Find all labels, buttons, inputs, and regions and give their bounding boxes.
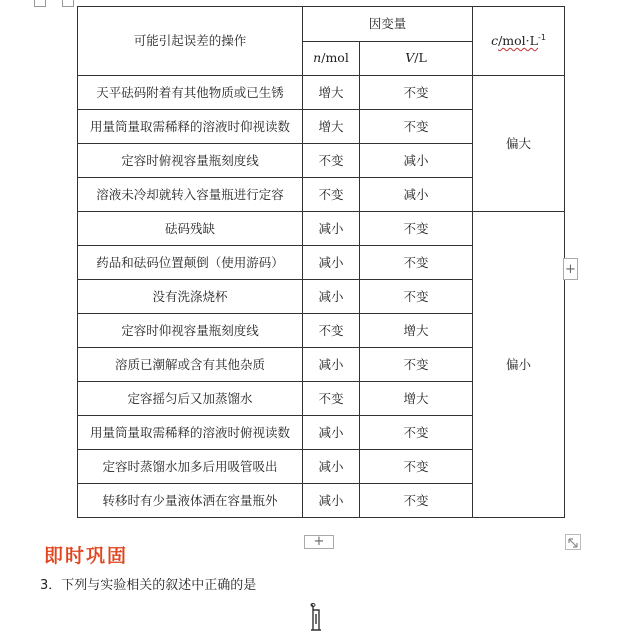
row-n: 不变 [303, 144, 360, 178]
row-v: 不变 [360, 450, 473, 484]
table-row [78, 76, 565, 110]
row-n: 减小 [303, 416, 360, 450]
row-v: 不变 [360, 348, 473, 382]
table-row [78, 212, 565, 246]
row-operation: 天平砝码附着有其他物质或已生锈 [78, 76, 303, 110]
row-n: 增大 [303, 110, 360, 144]
v-symbol: V [405, 50, 415, 66]
row-n: 不变 [303, 382, 360, 416]
row-n: 减小 [303, 348, 360, 382]
row-n: 不变 [303, 314, 360, 348]
row-v: 不变 [360, 484, 473, 518]
row-operation: 没有洗涤烧杯 [78, 280, 303, 314]
question-text: 3．下列与实验相关的叙述中正确的是 [40, 578, 257, 593]
n-symbol: n [313, 50, 322, 66]
row-v: 减小 [360, 144, 473, 178]
section-title: 即时巩固 [44, 545, 129, 567]
row-operation: 溶质已潮解或含有其他杂质 [78, 348, 303, 382]
row-v: 不变 [360, 212, 473, 246]
lab-apparatus-icon [300, 600, 332, 632]
row-operation: 定容时俯视容量瓶刻度线 [78, 144, 303, 178]
row-v: 增大 [360, 382, 473, 416]
c-symbol: c [491, 33, 499, 49]
row-n: 减小 [303, 280, 360, 314]
n-unit: /mol [321, 50, 349, 66]
row-n: 减小 [303, 450, 360, 484]
row-n: 减小 [303, 484, 360, 518]
row-v: 不变 [360, 110, 473, 144]
row-v: 减小 [360, 178, 473, 212]
resize-handle-icon[interactable] [565, 534, 581, 550]
row-operation: 用量筒量取需稀释的溶液时仰视读数 [78, 110, 303, 144]
row-operation: 用量筒量取需稀释的溶液时俯视读数 [78, 416, 303, 450]
row-operation: 药品和砝码位置颠倒（使用游码） [78, 246, 303, 280]
page-corner-mark-left [34, 0, 46, 7]
row-operation: 定容摇匀后又加蒸馏水 [78, 382, 303, 416]
header-operation: 可能引起误差的操作 [78, 7, 303, 76]
row-v: 不变 [360, 416, 473, 450]
row-v: 不变 [360, 246, 473, 280]
page-corner-mark-right [62, 0, 74, 7]
row-operation: 定容时蒸馏水加多后用吸管吸出 [78, 450, 303, 484]
row-operation: 砝码残缺 [78, 212, 303, 246]
header-v [360, 41, 473, 76]
header-concentration [473, 7, 565, 76]
row-operation: 定容时仰视容量瓶刻度线 [78, 314, 303, 348]
add-column-button[interactable]: + [563, 258, 578, 280]
error-analysis-table [77, 6, 565, 518]
result-low: 偏小 [473, 212, 565, 518]
result-high: 偏大 [473, 76, 565, 212]
row-operation: 转移时有少量液体洒在容量瓶外 [78, 484, 303, 518]
add-row-button[interactable]: + [304, 535, 334, 549]
row-v: 不变 [360, 280, 473, 314]
row-operation: 溶液未冷却就转入容量瓶进行定容 [78, 178, 303, 212]
c-unit: /mol·L [498, 33, 538, 49]
c-exponent: -1 [537, 33, 546, 43]
row-n: 增大 [303, 76, 360, 110]
header-variables: 因变量 [303, 7, 473, 42]
row-n: 不变 [303, 178, 360, 212]
row-v: 不变 [360, 76, 473, 110]
row-n: 减小 [303, 246, 360, 280]
row-v: 增大 [360, 314, 473, 348]
row-n: 减小 [303, 212, 360, 246]
header-n [303, 41, 360, 76]
error-analysis-table-container [77, 6, 565, 518]
v-unit: /L [414, 50, 427, 66]
